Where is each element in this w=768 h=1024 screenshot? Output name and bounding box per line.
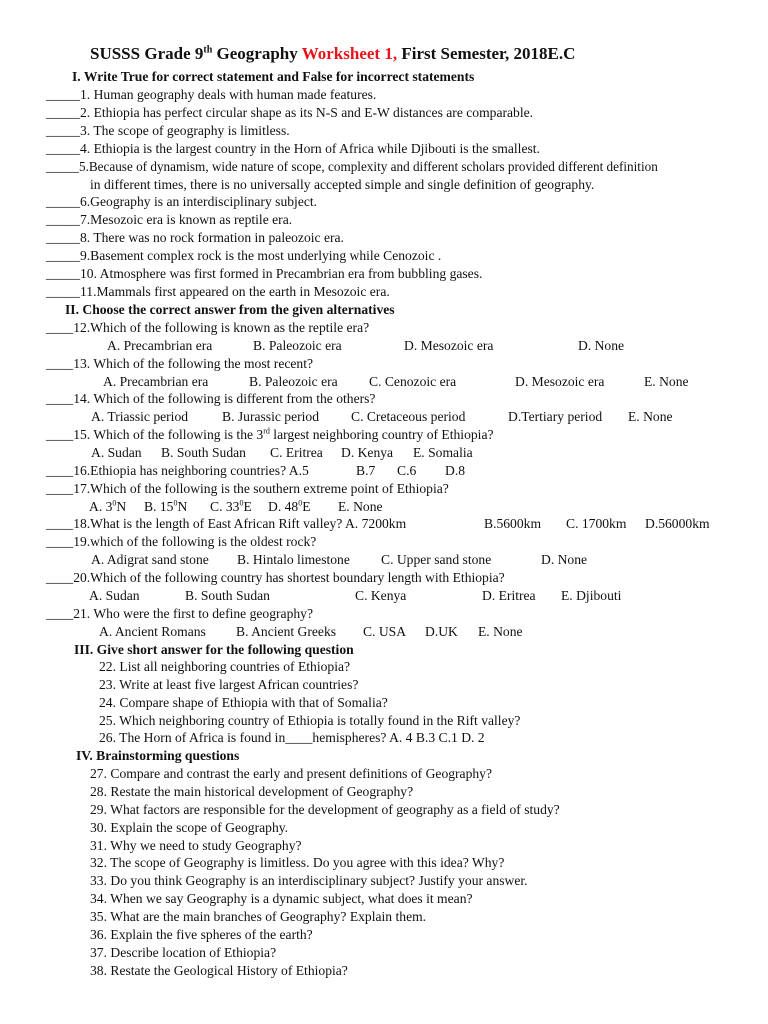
question-21: ____21. Who were the first to define geography? bbox=[46, 606, 314, 621]
q21-option: E. None bbox=[478, 624, 523, 639]
section2-heading: II. Choose the correct answer from the given alternatives bbox=[65, 302, 395, 317]
q15-option: B. South Sudan bbox=[161, 445, 246, 460]
tf-item-5-cont: in different times, there is no universally accepted simple and single definition of geography. bbox=[90, 177, 595, 192]
brainstorm-item: 32. The scope of Geography is limitless. Do you agree with this idea? Why? bbox=[90, 855, 505, 870]
q17-option: A. $3^0N$ bbox=[89, 498, 127, 514]
question-14: ____14. Which of the following is different from the others? bbox=[46, 391, 376, 406]
q20-option: E. Djibouti bbox=[561, 588, 622, 603]
q13-option: E. None bbox=[644, 374, 689, 389]
tf-item-7: _____7.Mesozoic era is known as reptile era. bbox=[46, 212, 293, 227]
q18-option: B.5600km bbox=[484, 516, 542, 531]
section1-heading: I. Write True for correct statement and False for incorrect statements bbox=[72, 69, 475, 84]
title-sup: th bbox=[203, 44, 213, 56]
tf-item-2: _____2. Ethiopia has perfect circular shape as its N-S and E-W distances are comparable. bbox=[46, 105, 534, 120]
q13-option: A. Precambrian era bbox=[103, 374, 209, 389]
brainstorm-item: 33. Do you think Geography is an interdisciplinary subject? Justify your answer. bbox=[90, 873, 528, 888]
question-12: ____12.Which of the following is known as the reptile era? bbox=[46, 320, 370, 335]
q21-option: A. Ancient Romans bbox=[99, 624, 206, 639]
brainstorm-item: 29. What factors are responsible for the development of geography as a field of study? bbox=[90, 802, 560, 817]
q14-option: D.Tertiary period bbox=[508, 409, 603, 424]
q15-option: C. Eritrea bbox=[270, 445, 323, 460]
q17-option: C. $33^0E$ bbox=[210, 498, 252, 514]
q13-option: D. Mesozoic era bbox=[515, 374, 605, 389]
q18-option: C. 1700km bbox=[566, 516, 627, 531]
question-16: ____16.Ethiopia has neighboring countries? A.5 bbox=[46, 463, 309, 478]
q16-option: D.8 bbox=[445, 463, 466, 478]
brainstorm-item: 30. Explain the scope of Geography. bbox=[90, 820, 289, 835]
tf-item-9: _____9.Basement complex rock is the most underlying while Cenozoic . bbox=[46, 248, 442, 263]
q21-option: D.UK bbox=[425, 624, 458, 639]
short-answer-item: 22. List all neighboring countries of Ethiopia? bbox=[99, 659, 351, 674]
question-13: ____13. Which of the following the most recent? bbox=[46, 356, 314, 371]
q19-option: A. Adigrat sand stone bbox=[91, 552, 209, 567]
short-answer-item: 25. Which neighboring country of Ethiopia is totally found in the Rift valley? bbox=[99, 713, 521, 728]
tf-item-3: _____3. The scope of geography is limitless. bbox=[46, 123, 290, 138]
q15-option: E. Somalia bbox=[413, 445, 473, 460]
short-answer-item: 23. Write at least five largest African countries? bbox=[99, 677, 359, 692]
q12-option: D. Mesozoic era bbox=[404, 338, 494, 353]
q12-option: D. None bbox=[578, 338, 625, 353]
q20-option: A. Sudan bbox=[89, 588, 140, 603]
brainstorm-item: 38. Restate the Geological History of Ethiopia? bbox=[90, 963, 348, 978]
tf-item-11: _____11.Mammals first appeared on the earth in Mesozoic era. bbox=[46, 284, 390, 299]
section3-heading: III. Give short answer for the following question bbox=[74, 642, 354, 657]
q13-option: B. Paleozoic era bbox=[249, 374, 338, 389]
tf-item-6: _____6.Geography is an interdisciplinary subject. bbox=[46, 194, 318, 209]
brainstorm-item: 28. Restate the main historical development of Geography? bbox=[90, 784, 414, 799]
brainstorm-item: 27. Compare and contrast the early and present definitions of Geography? bbox=[90, 766, 493, 781]
q20-option: C. Kenya bbox=[355, 588, 407, 603]
q14-option: A. Triassic period bbox=[91, 409, 189, 424]
question-18: ____18.What is the length of East African Rift valley? A. 7200km bbox=[46, 516, 407, 531]
brainstorm-item: 35. What are the main branches of Geography? Explain them. bbox=[90, 909, 427, 924]
q19-option: D. None bbox=[541, 552, 588, 567]
q14-option: B. Jurassic period bbox=[222, 409, 320, 424]
tf-item-4: _____4. Ethiopia is the largest country in the Horn of Africa while Djibouti is the smallest. bbox=[46, 141, 540, 156]
short-answer-item: 26. The Horn of Africa is found in____hemispheres? A. 4 B.3 C.1 D. 2 bbox=[99, 730, 485, 745]
q15-text-end: largest neighboring country of Ethiopia? bbox=[269, 427, 494, 442]
q21-option: C. USA bbox=[363, 624, 407, 639]
q17-option: E. None bbox=[338, 499, 383, 514]
question-20: ____20.Which of the following country has shortest boundary length with Ethiopia? bbox=[46, 570, 505, 585]
q15-text: ____15. Which of the following is the 3 bbox=[46, 427, 264, 442]
question-19: ____19.which of the following is the oldest rock? bbox=[46, 534, 317, 549]
question-17: ____17.Which of the following is the southern extreme point of Ethiopia? bbox=[46, 481, 449, 496]
q20-option: D. Eritrea bbox=[482, 588, 536, 603]
q13-option: C. Cenozoic era bbox=[369, 374, 457, 389]
q14-option: E. None bbox=[628, 409, 673, 424]
title-highlight: Worksheet 1, bbox=[301, 44, 398, 63]
section4-heading: IV. Brainstorming questions bbox=[76, 748, 240, 763]
q20-option: B. South Sudan bbox=[185, 588, 270, 603]
q12-option: B. Paleozoic era bbox=[253, 338, 342, 353]
question-15 bbox=[46, 426, 494, 443]
q17-option: B. $15^0N$ bbox=[144, 498, 188, 514]
q21-option: B. Ancient Greeks bbox=[236, 624, 337, 639]
short-answer-item: 24. Compare shape of Ethiopia with that of Somalia? bbox=[99, 695, 388, 710]
q16-option: B.7 bbox=[356, 463, 376, 478]
tf-item-5: _____5.Because of dynamism, wide nature of scope, complexity and different scholars provided different definition bbox=[46, 159, 658, 174]
q12-option: A. Precambrian era bbox=[107, 338, 213, 353]
title-suffix: First Semester, 2018E.C bbox=[397, 44, 576, 63]
brainstorm-item: 36. Explain the five spheres of the earth? bbox=[90, 927, 313, 942]
tf-item-10: _____10. Atmosphere was first formed in Precambrian era from bubbling gases. bbox=[46, 266, 483, 281]
tf-item-8: _____8. There was no rock formation in paleozoic era. bbox=[46, 230, 344, 245]
brainstorm-item: 31. Why we need to study Geography? bbox=[90, 838, 302, 853]
title-prefix: SUSSS Grade 9 bbox=[90, 44, 204, 63]
q16-option: C.6 bbox=[397, 463, 417, 478]
page-title bbox=[90, 44, 575, 64]
brainstorm-item: 34. When we say Geography is a dynamic subject, what does it mean? bbox=[90, 891, 473, 906]
tf-item-1: _____1. Human geography deals with human made features. bbox=[46, 87, 377, 102]
brainstorm-item: 37. Describe location of Ethiopia? bbox=[90, 945, 277, 960]
q18-option: D.56000km bbox=[645, 516, 710, 531]
q15-sup: rd bbox=[263, 426, 270, 436]
q15-option: A. Sudan bbox=[91, 445, 142, 460]
q14-option: C. Cretaceous period bbox=[351, 409, 466, 424]
q19-option: C. Upper sand stone bbox=[381, 552, 492, 567]
q17-option: D. $48^0E$ bbox=[268, 498, 311, 514]
q15-option: D. Kenya bbox=[341, 445, 394, 460]
q19-option: B. Hintalo limestone bbox=[237, 552, 350, 567]
title-middle: Geography bbox=[212, 44, 302, 63]
